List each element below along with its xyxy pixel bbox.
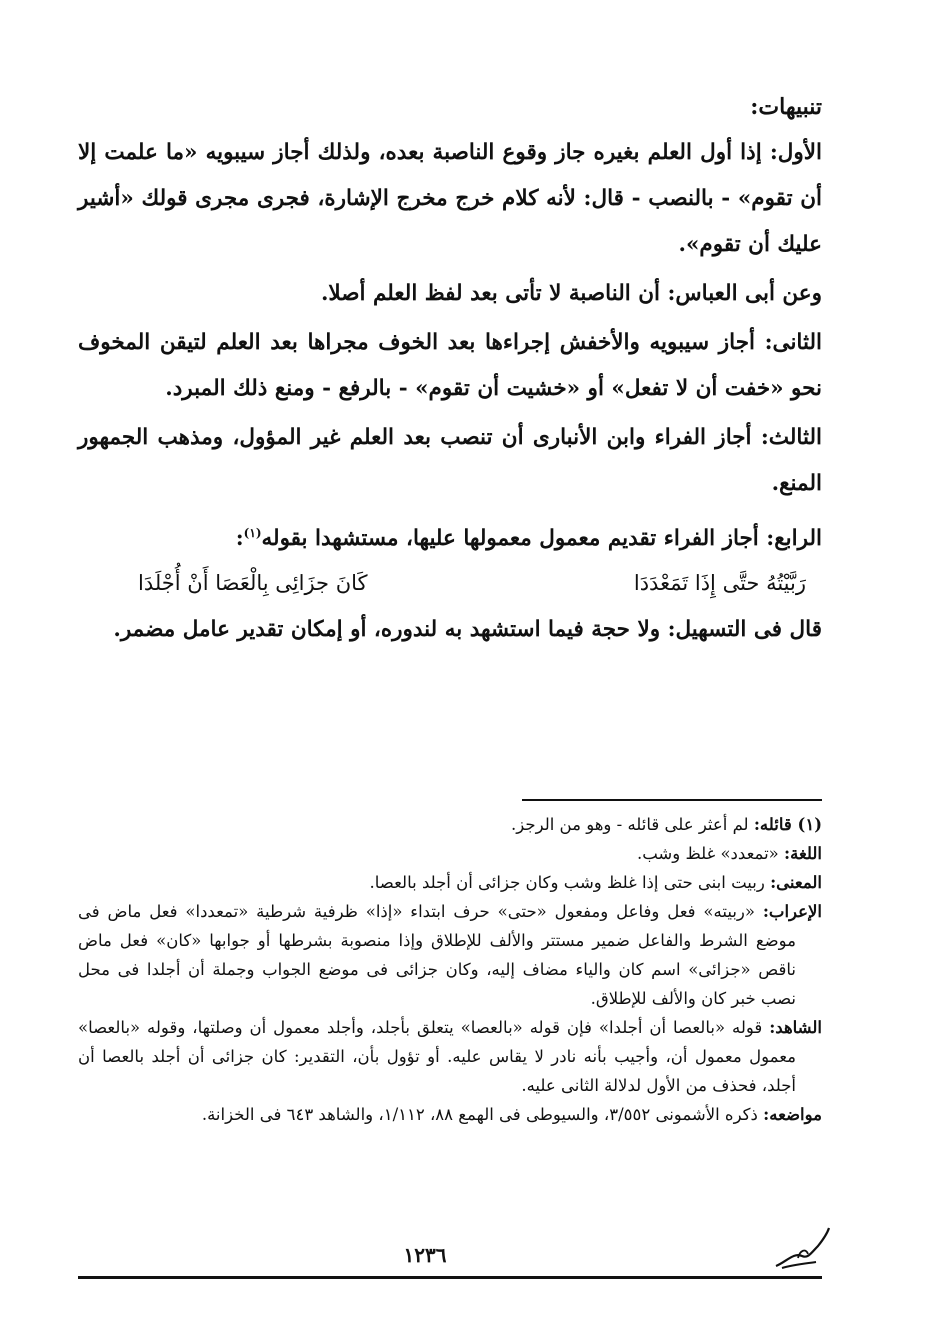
paragraph-abu-abbas: وعن أبى العباس: أن الناصبة لا تأتى بعد لفظ العلم أصلا. [320, 281, 822, 306]
paragraph-first [78, 130, 822, 268]
footnote-parsing: الإعراب: «ربيته» فعل وفاعل ومفعول «حتى» حرف ابتداء «إذا» ظرفية شرطية «تمعددا» فعل ماض فى موضع الشرط والفاعل ضمير مستتر والألف للإطلاق وإذا منصوبة بشرطها أو جوابها «كان» فعل ماض ناقص «جزائى» اسم كان والياء مضاف إليه، وكان جزائى فى موضع الجواب وجملة أن أجلدا فى محل نصب خبر كان والألف للإطلاق. [78, 902, 822, 1008]
verse-first-hemistich: رَبَّيْتُهُ حتَّى إِذَا تَمَعْدَدَا [633, 571, 806, 596]
ornament-signature-icon [772, 1222, 832, 1272]
page-number: ١٢٣٦ [403, 1243, 447, 1267]
footnote-sources: مواضعه: ذكره الأشمونى ٣/٥٥٢، والسيوطى فى الهمع ٨٨، ١/١١٢، والشاهد ٦٤٣ فى الخزانة. [201, 1105, 822, 1124]
poetry-verse [78, 562, 822, 604]
footnote-language: اللغة: «تمعدد» غلظ وشب. [636, 844, 822, 863]
footnote-evidence: الشاهد: قوله «بالعصا أن أجلدا» فإن قوله «بالعصا» يتعلق بأجلد، وأجلد معمول أن وصلتها، وقوله «بالعصا» معمول معمول أن، وأجيب بأنه نادر لا يقاس عليه. أو تؤول بأن، التقدير: كان جزائى أن أجلد بالعصا أن أجلد، فحذف من الأول لدلالة الثانى عليه. [78, 1018, 822, 1095]
footnotes [78, 810, 822, 1129]
section-heading: تنبيهات: [750, 94, 822, 120]
paragraph-third [78, 415, 822, 507]
paragraph-fourth [78, 510, 822, 562]
paragraph-second [78, 320, 822, 412]
footnote-separator [522, 799, 822, 801]
paragraph-third-label: الثالث: [760, 425, 822, 450]
footnote-speaker: (١) قائله: لم أعثر على قائله - وهو من الرجز. [511, 815, 822, 834]
paragraph-fourth-text: أجاز الفراء تقديم معمول معمولها عليها، مستشهدا بقوله [261, 526, 767, 552]
paragraph-fourth-tail: : [235, 526, 244, 552]
paragraph-second-label: الثانى: [764, 330, 822, 355]
footnote-ref[interactable]: (١) [243, 526, 262, 540]
paragraph-first-text: إذا أول العلم بغيره جاز وقوع الناصبة بعده، ولذلك أجاز سيبويه «ما علمت إلا أن تقوم» - بالنصب - قال: لأنه كلام خرج مخرج الإشارة، فجرى مجرى قولك «أشير عليك أن تقوم». [78, 140, 822, 257]
footnote-meaning: المعنى: ربيت ابنى حتى إذا غلظ وشب وكان جزائى أن أجلد بالعصا. [369, 873, 822, 892]
paragraph-third-text: أجاز الفراء وابن الأنبارى أن تنصب بعد العلم غير المؤول، ومذهب الجمهور المنع. [78, 425, 822, 496]
paragraph-tashil: قال فى التسهيل: ولا حجة فيما استشهد به لندوره، أو إمكان تقدير عامل مضمر. [113, 617, 822, 643]
paragraph-first-label: الأول: [769, 140, 822, 165]
paragraph-fourth-label: الرابع: [766, 526, 822, 552]
footer-rule [78, 1276, 822, 1279]
paragraph-second-text: أجاز سيبويه والأخفش إجراءها بعد الخوف مجراها بعد العلم لتيقن المخوف نحو «خفت أن لا تفعل» أو «خشيت أن تقوم» - بالرفع - ومنع ذلك المبرد. [78, 330, 822, 401]
verse-second-hemistich: كَانَ جزَائِى بِالْعَصَا أَنْ أُجْلَدَا [138, 571, 368, 596]
main-text [78, 84, 822, 653]
